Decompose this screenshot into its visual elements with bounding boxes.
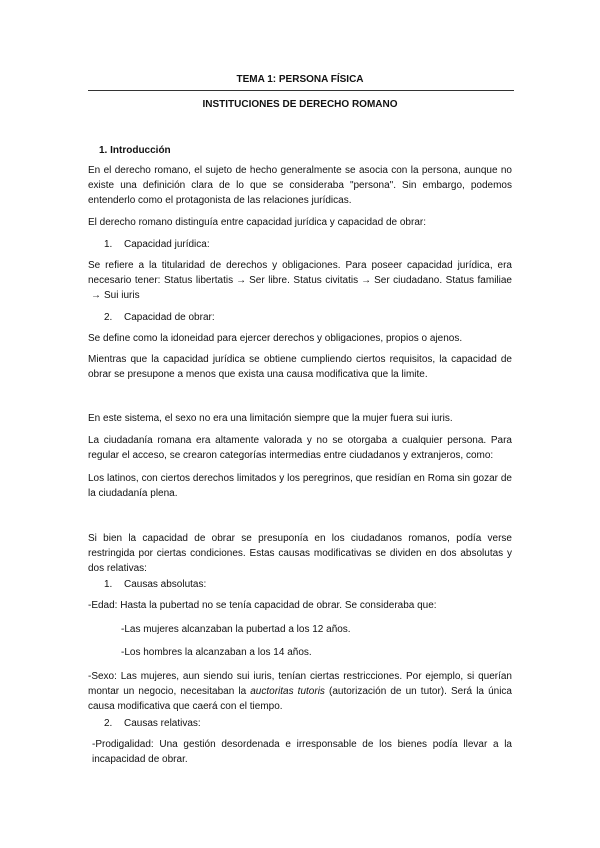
paragraph-intro: En el derecho romano, el sujeto de hecho generalmente se asocia con la persona, aunque no existe una definición clara de lo que se consideraba "persona". Sin embargo, podemos entenderlo como el protagonista de las relaciones jurídicas. bbox=[88, 165, 512, 206]
paragraph-juridica-definition bbox=[88, 258, 512, 303]
paragraph-ciudadania: La ciudadanía romana era altamente valorada y no se otorgaba a cualquier persona. Para regular el acceso, se crearon categorías intermedias entre ciudadanos y extranjeros, como: bbox=[88, 435, 512, 461]
paragraph-sexo bbox=[88, 669, 512, 714]
text-span: Ser ciudadano. Status familiae bbox=[374, 275, 512, 286]
paragraph-edad: -Edad: Hasta la pubertad no se tenía capacidad de obrar. Se consideraba que: bbox=[88, 600, 437, 611]
list-item-label: Capacidad jurídica: bbox=[124, 239, 210, 250]
paragraph-obrar-definition: Se define como la idoneidad para ejercer derechos y obligaciones, propios o ajenos. bbox=[88, 333, 463, 344]
paragraph-latinos: Los latinos, con ciertos derechos limitados y los peregrinos, que residían en Roma sin gozar de la ciudadanía plena. bbox=[88, 473, 512, 499]
arrow-icon: → bbox=[91, 290, 101, 301]
document-subtitle: INSTITUCIONES DE DERECHO ROMANO bbox=[202, 99, 398, 110]
paragraph-prodigalidad: -Prodigalidad: Una gestión desordenada e irresponsable de los bienes podía llevar a la incapacidad de obrar. bbox=[92, 739, 512, 765]
list-item-capacidad-obrar bbox=[104, 310, 215, 325]
list-item-label: Capacidad de obrar: bbox=[124, 312, 215, 323]
sub-item-hombres: -Los hombres la alcanzaban a los 14 años. bbox=[121, 647, 312, 658]
text-span: (autorización de un tutor). Será la única causa modificativa que caerá con el tiempo. bbox=[88, 686, 512, 712]
list-number: 1. bbox=[104, 579, 113, 590]
list-item-causas-relativas bbox=[104, 716, 201, 731]
list-item-capacidad-juridica bbox=[104, 237, 210, 252]
italic-term: auctoritas tutoris bbox=[250, 686, 325, 697]
arrow-icon: → bbox=[236, 275, 247, 286]
list-number: 2. bbox=[104, 312, 113, 323]
paragraph-distinction: El derecho romano distinguía entre capacidad jurídica y capacidad de obrar: bbox=[88, 217, 426, 228]
list-item-causas-absolutas bbox=[104, 577, 206, 592]
text-span: -Sexo: Las mujeres, aun siendo sui iuris, tenían ciertas restricciones. Por ejemplo, si querían montar un negocio, necesitaban la bbox=[88, 671, 512, 697]
paragraph-sexo-sistema: En este sistema, el sexo no era una limitación siempre que la mujer fuera sui iuris. bbox=[88, 413, 453, 424]
section-heading-introduccion: 1. Introducción bbox=[99, 145, 171, 156]
arrow-icon: → bbox=[361, 275, 372, 286]
sub-item-mujeres: -Las mujeres alcanzaban la pubertad a los 12 años. bbox=[121, 624, 351, 635]
paragraph-si-bien: Si bien la capacidad de obrar se presuponía en los ciudadanos romanos, podía verse restringida por ciertas condiciones. Estas causas modificativas se dividen en dos absolutas y dos relativas: bbox=[88, 533, 512, 574]
list-item-label: Causas relativas: bbox=[124, 718, 201, 729]
document-title: TEMA 1: PERSONA FÍSICA bbox=[236, 74, 364, 85]
title-divider bbox=[88, 90, 514, 91]
list-item-label: Causas absolutas: bbox=[124, 579, 207, 590]
list-number: 1. bbox=[104, 239, 113, 250]
paragraph-mientras: Mientras que la capacidad jurídica se obtiene cumpliendo ciertos requisitos, la capacidad de obrar se presupone a menos que exista una causa modificativa que la limite. bbox=[88, 354, 512, 380]
text-span: Sui iuris bbox=[104, 290, 140, 301]
text-span: Ser libre. Status civitatis bbox=[249, 275, 359, 286]
text-span: Se refiere a la titularidad de derechos y obligaciones. Para poseer capacidad jurídica, era necesario tener: Status libertatis bbox=[88, 260, 512, 286]
list-number: 2. bbox=[104, 718, 113, 729]
